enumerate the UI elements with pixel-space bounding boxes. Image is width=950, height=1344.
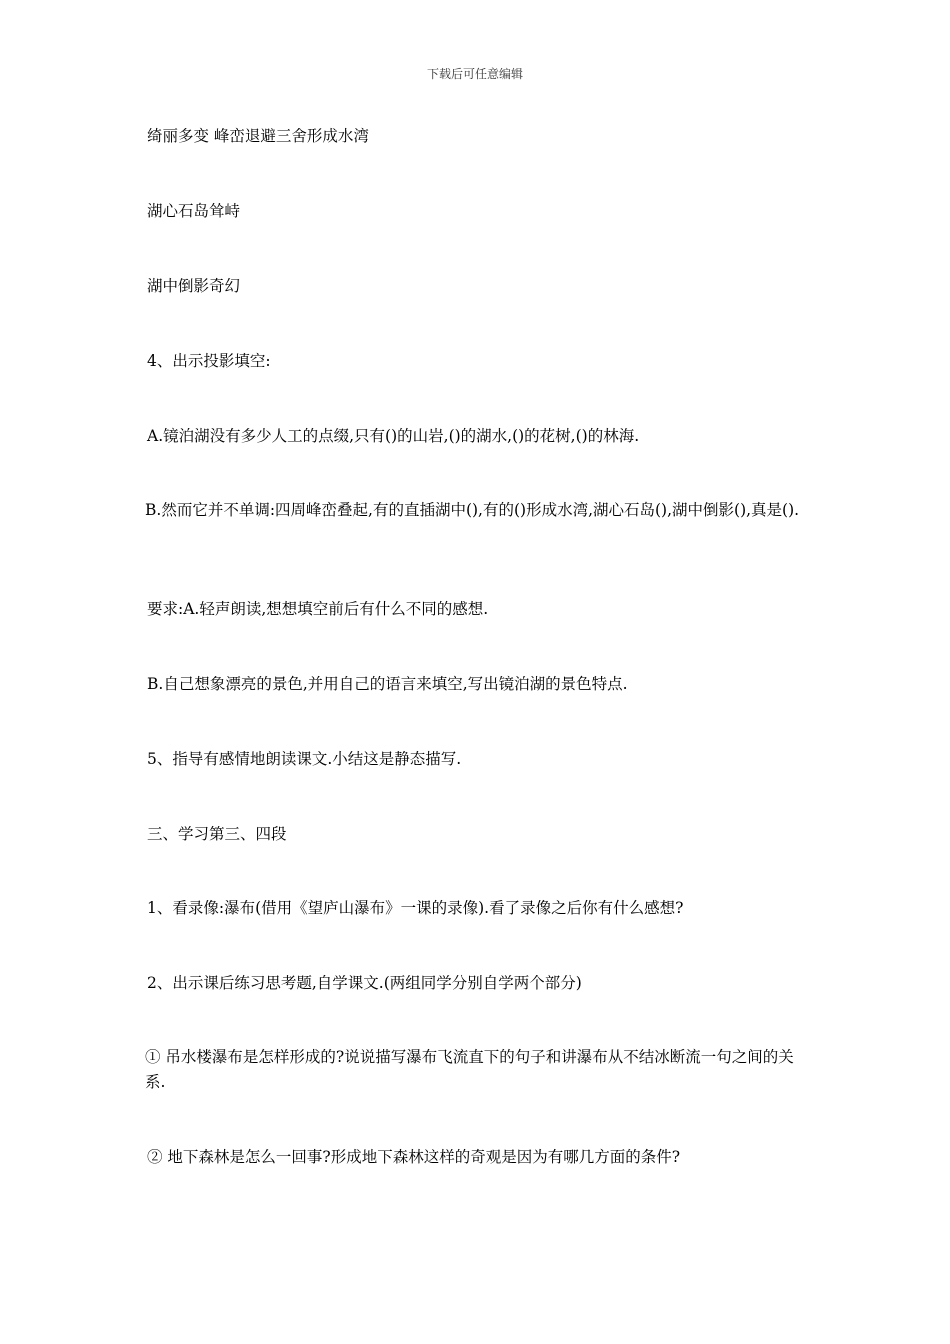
page-header: 下载后可任意编辑 <box>426 67 523 81</box>
paragraph-5: A.镜泊湖没有多少人工的点缀,只有()的山岩,()的湖水,()的花树,()的林海. <box>147 427 640 445</box>
paragraph-3: 湖中倒影奇幻 <box>147 277 241 295</box>
paragraph-9: 5、指导有感情地朗读课文.小结这是静态描写. <box>147 750 462 768</box>
paragraph-1: 绮丽多变 峰峦退避三舍形成水湾 <box>147 127 369 145</box>
paragraph-8: B.自己想象漂亮的景色,并用自己的语言来填空,写出镜泊湖的景色特点. <box>147 675 628 693</box>
paragraph-11: 1、看录像:瀑布(借用《望庐山瀑布》一课的录像).看了录像之后你有什么感想? <box>147 899 684 917</box>
paragraph-7: 要求:A.轻声朗读,想想填空前后有什么不同的感想. <box>147 600 489 618</box>
paragraph-14: ② 地下森林是怎么一回事?形成地下森林这样的奇观是因为有哪几方面的条件? <box>147 1148 681 1166</box>
paragraph-10: 三、学习第三、四段 <box>147 825 287 843</box>
paragraph-12: 2、出示课后练习思考题,自学课文.(两组同学分别自学两个部分) <box>147 974 582 992</box>
paragraph-4: 4、出示投影填空: <box>147 352 271 370</box>
paragraph-6: B.然而它并不单调:四周峰峦叠起,有的直插湖中(),有的()形成水湾,湖心石岛(),湖中倒影(),真是(). <box>145 501 800 519</box>
paragraph-2: 湖心石岛耸峙 <box>147 202 241 220</box>
paragraph-13: ① 吊水楼瀑布是怎样形成的?说说描写瀑布飞流直下的句子和讲瀑布从不结冰断流一句之间的关系. <box>145 1048 794 1091</box>
